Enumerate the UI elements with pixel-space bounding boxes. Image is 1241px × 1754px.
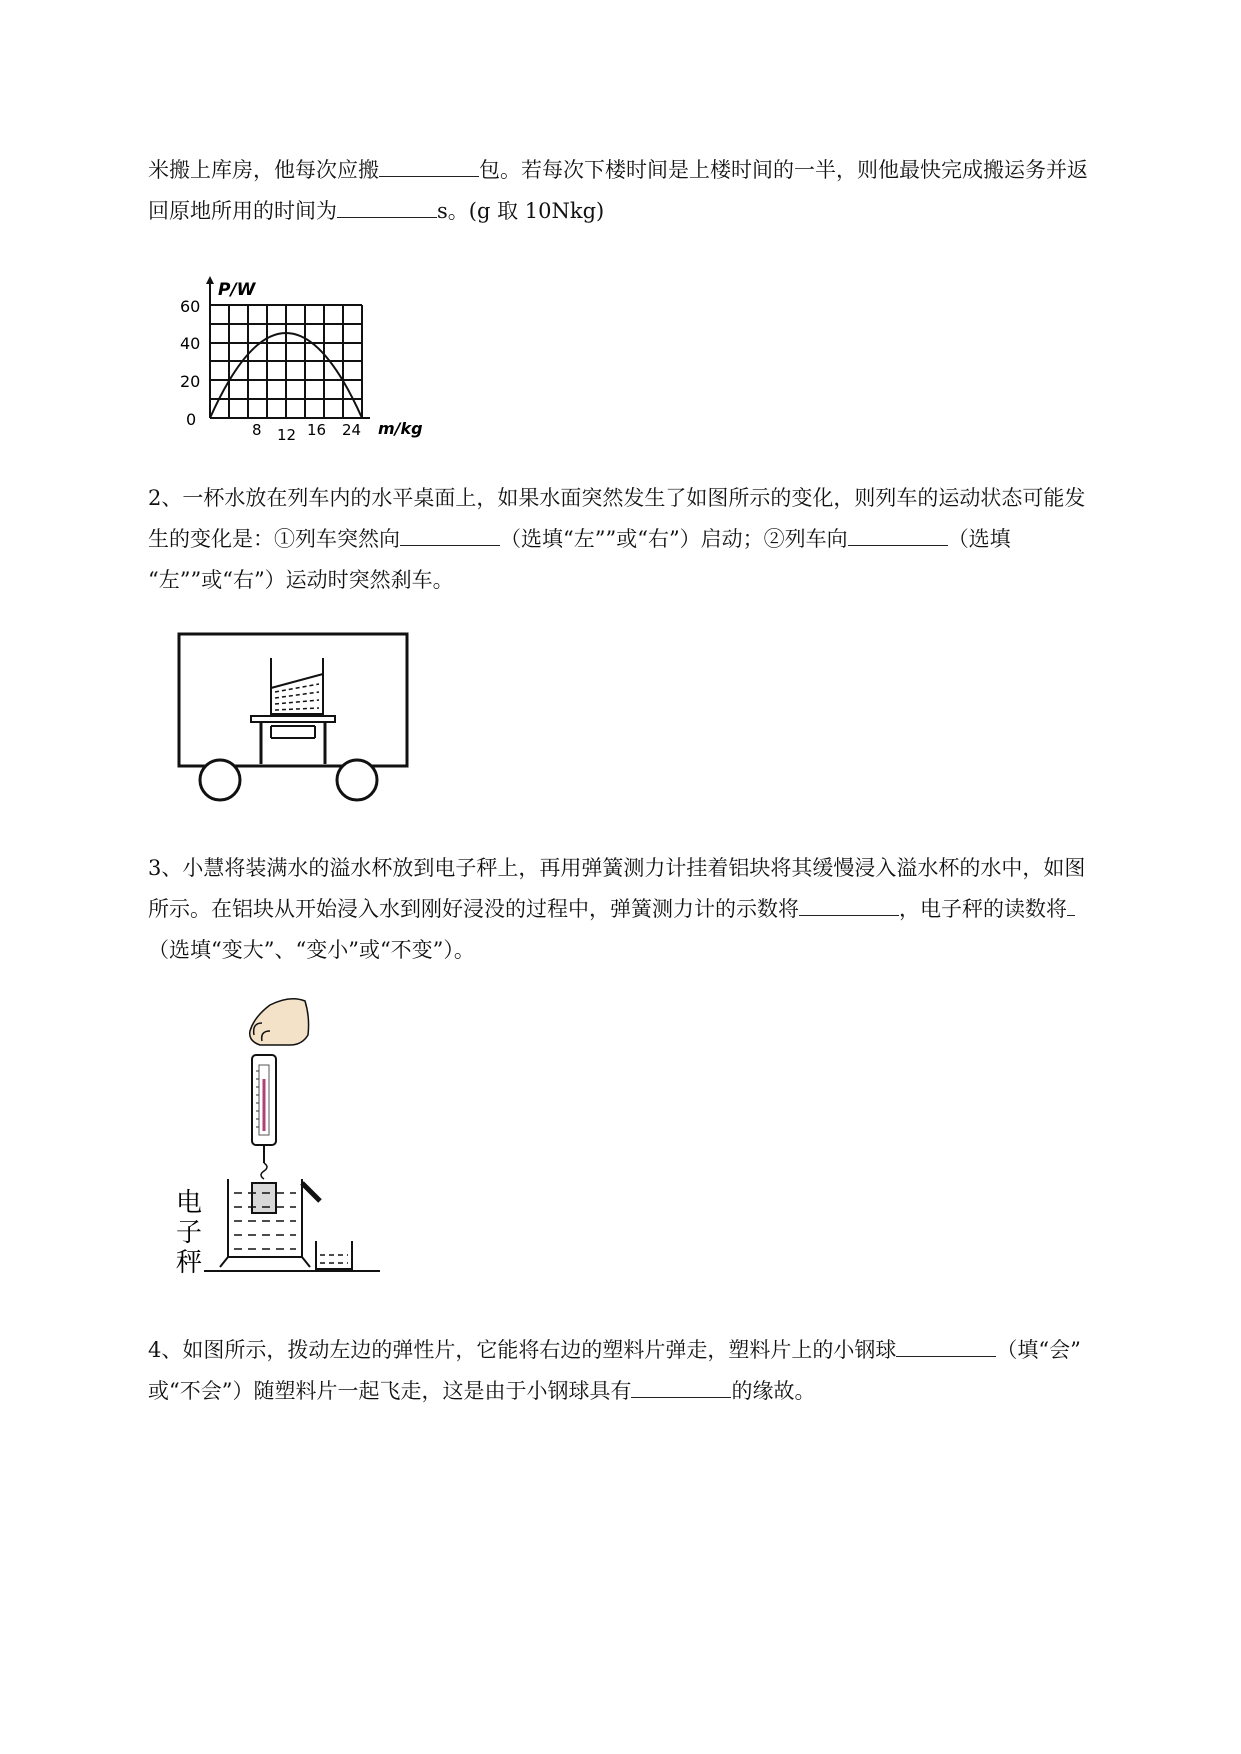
figure-label: 秤 [176, 1248, 203, 1278]
answer-blank[interactable] [631, 1375, 731, 1398]
x-axis-label: m/kg [378, 419, 423, 438]
answer-blank[interactable] [799, 893, 899, 916]
answer-blank[interactable] [337, 195, 437, 218]
question-2-text: 2、一杯水放在列车内的水平桌面上，如果水面突然发生了如图所示的变化，则列车的运动状态可能发 生的变化是：①列车突然向 （选填“左””或“右”）启动；②列车向 （选填 “左””或“右”）运动时突然刹车。 [148, 486, 1086, 592]
y-axis-label: P/W [218, 280, 256, 300]
x-tick-label: 24 [342, 421, 362, 439]
answer-blank[interactable] [379, 154, 479, 177]
answer-blank[interactable] [848, 523, 948, 546]
question-4-text: 4、如图所示，拨动左边的弹性片，它能将右边的塑料片弹走，塑料片上的小钢球 （填“会” 或“不会”）随塑料片一起飞走，这是由于小钢球具有 的缘故。 [148, 1330, 1168, 1412]
figure-label: 电 [176, 1188, 203, 1218]
train-car-figure [175, 628, 415, 812]
spring-scale-overflow-cup-figure [170, 995, 400, 1309]
x-tick-label: 8 [252, 421, 262, 439]
answer-blank[interactable] [400, 523, 500, 546]
y-tick-label: 40 [180, 334, 201, 353]
question-1-text: 米搬上库房，他每次应搬 包。若每次下楼时间是上楼时间的一半，则他最快完成搬运务并返 回原地所用的时间为 s。(g 取 10Nkg) [148, 150, 1168, 232]
y-tick-label: 60 [180, 297, 201, 316]
x-tick-label: 12 [277, 426, 297, 443]
question-3-text: 3、小慧将装满水的溢水杯放到电子秤上，再用弹簧测力计挂着铝块将其缓慢浸入溢水杯的水中，如图 所示。在铝块从开始浸入水到刚好浸没的过程中，弹簧测力计的示数将 ，电子秤的读数将 （选填“变大”、“变小”或“不变”）。 [148, 856, 1086, 962]
answer-blank[interactable] [896, 1334, 996, 1357]
x-tick-label: 16 [307, 421, 327, 439]
y-tick-label: 20 [180, 372, 201, 391]
figure-label: 子 [176, 1218, 203, 1248]
answer-blank[interactable] [1067, 893, 1075, 916]
y-tick-label: 0 [186, 410, 197, 429]
power-mass-graph [170, 268, 450, 447]
